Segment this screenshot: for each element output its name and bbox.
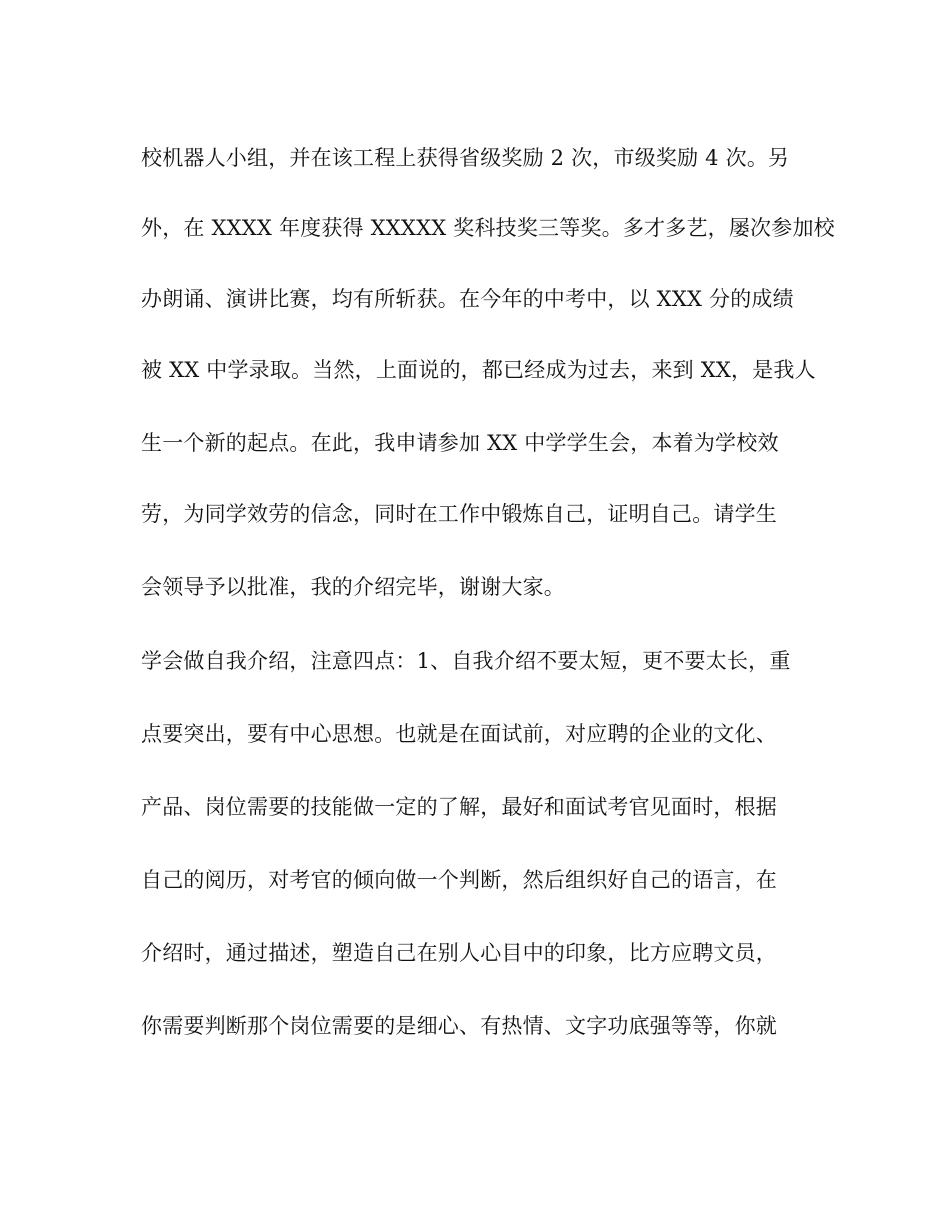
text-line-11: 自己的阅历，对考官的倾向做一个判断，然后组织好自己的语言，在 bbox=[141, 868, 777, 892]
text-line-2: 外，在 XXXX 年度获得 XXXXX 奖科技奖三等奖。多才多艺，屡次参加校 bbox=[141, 216, 835, 240]
text-line-10: 产品、岗位需要的技能做一定的了解，最好和面试考官见面时，根据 bbox=[141, 795, 777, 819]
text-line-6: 劳，为同学效劳的信念，同时在工作中锻炼自己，证明自己。请学生 bbox=[141, 502, 777, 526]
text-line-9: 点要突出，要有中心思想。也就是在面试前，对应聘的企业的文化、 bbox=[141, 722, 777, 746]
text-line-1: 校机器人小组，并在该工程上获得省级奖励 2 次，市级奖励 4 次。另 bbox=[141, 146, 790, 170]
text-line-5: 生一个新的起点。在此，我申请参加 XX 中学学生会，本着为学校效 bbox=[141, 431, 779, 455]
text-line-4: 被 XX 中学录取。当然，上面说的，都已经成为过去，来到 XX，是我人 bbox=[141, 358, 816, 382]
text-line-12: 介绍时，通过描述，塑造自己在别人心目中的印象，比方应聘文员， bbox=[141, 941, 777, 965]
text-line-13: 你需要判断那个岗位需要的是细心、有热情、文字功底强等等，你就 bbox=[141, 1014, 777, 1038]
text-line-8: 学会做自我介绍，注意四点：1、自我介绍不要太短，更不要太长，重 bbox=[141, 649, 791, 673]
text-line-7: 会领导予以批准，我的介绍完毕，谢谢大家。 bbox=[141, 575, 565, 599]
text-line-3: 办朗诵、演讲比赛，均有所斩获。在今年的中考中，以 XXX 分的成绩 bbox=[141, 287, 794, 311]
